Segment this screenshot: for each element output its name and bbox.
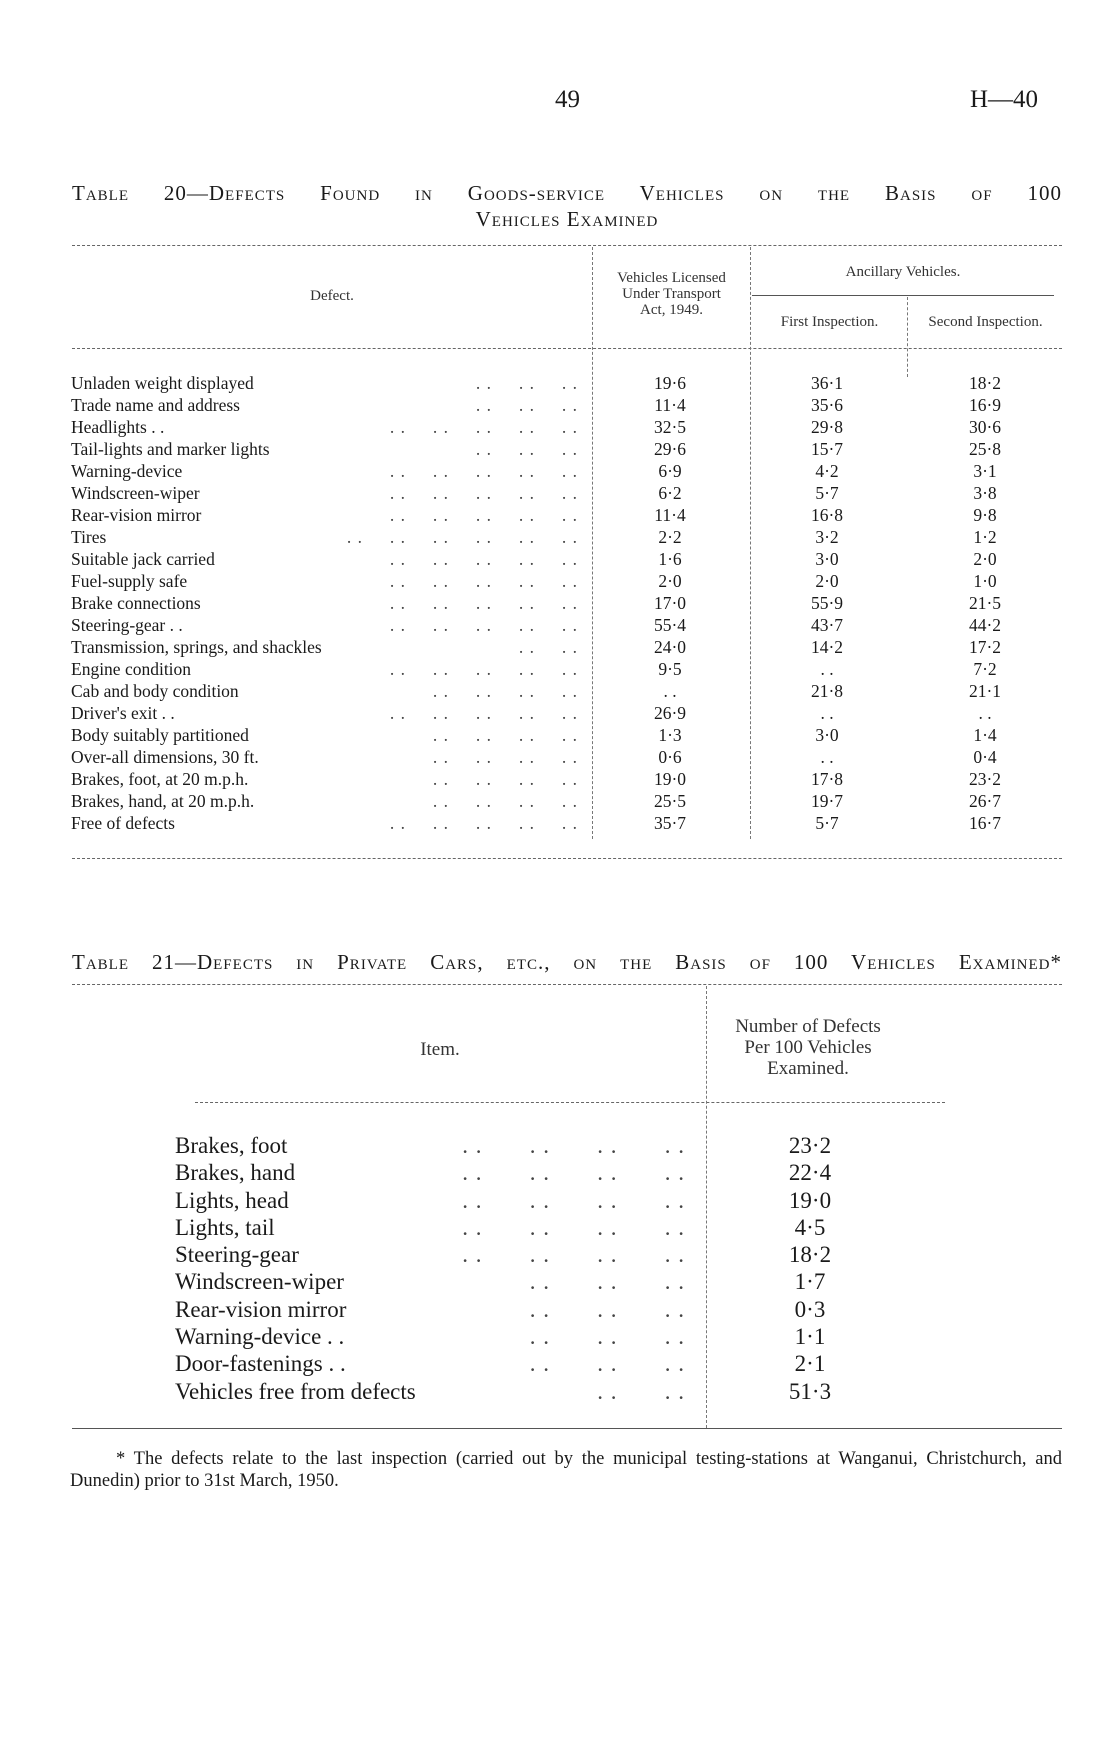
first-inspection-value: 35·6 (810, 395, 844, 415)
table20-caption-line1: Table 20—Defects Found in Goods-service Vehicles on the Basis of 100 (72, 181, 1062, 205)
leader-dots: . . . . . . (529, 1269, 685, 1295)
leader-dots: . . . . . . . . (432, 747, 578, 767)
defects-value: 18·2 (788, 1242, 832, 1268)
table-row (0, 460, 1114, 482)
table-row (0, 1323, 1114, 1350)
leader-dots: . . . . . . . . (462, 1214, 685, 1240)
leader-dots: . . . . . . . . . . (389, 813, 578, 833)
table20-header-second-inspection: Second Inspection. (928, 314, 1043, 330)
second-inspection-value: 1·4 (973, 725, 997, 745)
defect-cell: Fuel-supply safe (71, 571, 188, 591)
leader-dots: . . . . . . . . (432, 791, 578, 811)
table-row (0, 768, 1114, 790)
table20-header-licensed-line3: Act, 1949. (640, 302, 703, 318)
licensed-value: 6·9 (658, 461, 682, 481)
leader-dots: . . . . . . . . . . (389, 417, 578, 437)
table-row (0, 1350, 1114, 1377)
licensed-value: 24·0 (653, 637, 687, 657)
table-row (0, 812, 1114, 834)
defect-cell: Over-all dimensions, 30 ft. (71, 747, 259, 767)
first-inspection-value: 15·7 (810, 439, 844, 459)
second-inspection-value: 16·7 (968, 813, 1002, 833)
defects-value: 19·0 (788, 1187, 832, 1213)
table-row (0, 1241, 1114, 1268)
second-inspection-value: . . (978, 703, 992, 723)
table20-header-first-inspection: First Inspection. (780, 314, 879, 330)
table-row (0, 1296, 1114, 1323)
table-row (0, 394, 1114, 416)
licensed-value: 19·6 (653, 373, 687, 393)
item-cell: Steering-gear (175, 1242, 299, 1268)
defects-value: 51·3 (788, 1378, 832, 1404)
table21-header-number (708, 1016, 908, 1079)
defect-cell: Unladen weight displayed (71, 373, 254, 393)
first-inspection-value: 5·7 (815, 483, 839, 503)
licensed-value: 11·4 (654, 505, 686, 525)
item-cell: Brakes, foot (175, 1133, 288, 1158)
first-inspection-value: 14·2 (810, 637, 844, 657)
first-inspection-value: 21·8 (810, 681, 844, 701)
table-row (0, 504, 1114, 526)
leader-dots: . . . . . . . . . . (389, 483, 578, 503)
item-cell: Brakes, hand (175, 1160, 296, 1186)
defect-cell: Driver's exit . . (71, 703, 175, 723)
second-inspection-value: 18·2 (968, 373, 1002, 393)
licensed-value: 0·6 (658, 747, 682, 767)
first-inspection-value: . . (820, 703, 834, 723)
defect-cell: Rear-vision mirror (71, 505, 202, 525)
licensed-value: 26·9 (653, 703, 687, 723)
table-row (0, 1378, 1114, 1405)
table21-header-number-line2: Per 100 Vehicles (744, 1037, 872, 1058)
licensed-value: . . (663, 681, 677, 701)
leader-dots: . . . . . . . . . . (389, 703, 578, 723)
table21-caption: Table 21—Defects in Private Cars, etc., on the Basis of 100 Vehicles Examined* (72, 950, 1062, 974)
defect-cell: Brakes, foot, at 20 m.p.h. (71, 769, 249, 789)
second-inspection-value: 23·2 (968, 769, 1002, 789)
second-inspection-value: 26·7 (968, 791, 1002, 811)
second-inspection-value: 2·0 (973, 549, 997, 569)
second-inspection-value: 17·2 (968, 637, 1002, 657)
table-row (0, 372, 1114, 394)
first-inspection-value: 3·0 (815, 549, 839, 569)
table-row (0, 680, 1114, 702)
table20-header-licensed (594, 270, 749, 318)
defect-cell: Steering-gear . . (71, 615, 183, 635)
defect-cell: Windscreen-wiper (71, 483, 200, 503)
second-inspection-value: 44·2 (968, 615, 1002, 635)
defects-value: 23·2 (788, 1133, 832, 1158)
defects-value: 1·7 (794, 1269, 826, 1295)
table-row (0, 570, 1114, 592)
second-inspection-value: 30·6 (968, 417, 1002, 437)
second-inspection-value: 3·8 (973, 483, 997, 503)
first-inspection-value: 43·7 (810, 615, 844, 635)
licensed-value: 11·4 (654, 395, 686, 415)
leader-dots: . . . . . . . . . . (389, 659, 578, 679)
defects-value: 2·1 (794, 1351, 826, 1377)
leader-dots: . . . . (597, 1378, 685, 1404)
defect-cell: Headlights . . (71, 417, 165, 437)
leader-dots: . . . . . . (475, 439, 578, 459)
licensed-value: 1·3 (658, 725, 682, 745)
licensed-value: 6·2 (658, 483, 682, 503)
second-inspection-value: 16·9 (968, 395, 1002, 415)
defect-cell: Tail-lights and marker lights (71, 439, 270, 459)
item-cell: Lights, tail (175, 1214, 275, 1240)
defect-cell: Suitable jack carried (71, 549, 215, 569)
leader-dots: . . . . . . . . (462, 1242, 685, 1268)
first-inspection-value: 2·0 (815, 571, 839, 591)
item-cell: Lights, head (175, 1187, 289, 1213)
second-inspection-value: 1·2 (973, 527, 997, 547)
defect-cell: Cab and body condition (71, 681, 239, 701)
first-inspection-value: 3·2 (815, 527, 839, 547)
second-inspection-value: 21·1 (968, 681, 1002, 701)
second-inspection-value: 9·8 (973, 505, 997, 525)
licensed-value: 29·6 (653, 439, 687, 459)
table-row (0, 614, 1114, 636)
leader-dots: . . . . . . . . . . (389, 461, 578, 481)
defect-cell: Body suitably partitioned (71, 725, 249, 745)
first-inspection-value: 4·2 (815, 461, 839, 481)
page-number: 49 (555, 86, 580, 113)
table20-divider-3 (907, 297, 908, 377)
leader-dots: . . . . . . (529, 1351, 685, 1377)
licensed-value: 9·5 (658, 659, 682, 679)
licensed-value: 55·4 (653, 615, 687, 635)
table-row (0, 1132, 1114, 1159)
table21-bottom-rule (72, 1428, 1062, 1429)
leader-dots: . . . . . . (465, 373, 578, 393)
second-inspection-value: 3·1 (973, 461, 997, 481)
table20-top-rule (72, 245, 1062, 246)
defect-cell: Brake connections (71, 593, 201, 613)
leader-dots: . . . . . . (465, 395, 578, 415)
first-inspection-value: 55·9 (810, 593, 844, 613)
table-row (0, 548, 1114, 570)
table20-caption-line2: Vehicles Examined (475, 207, 659, 231)
first-inspection-value: 17·8 (810, 769, 844, 789)
table-row (0, 636, 1114, 658)
defect-cell: Free of defects (71, 813, 175, 833)
table20-bottom-rule (72, 858, 1062, 859)
table20-caption (72, 180, 1062, 232)
first-inspection-value: 36·1 (810, 373, 844, 393)
table-row (0, 1187, 1114, 1214)
table21-header-item: Item. (420, 1039, 460, 1060)
leader-dots: . . . . (518, 637, 578, 657)
leader-dots: . . . . . . . . (432, 725, 578, 745)
licensed-value: 17·0 (653, 593, 687, 613)
leader-dots: . . . . . . . . . . (389, 593, 578, 613)
table21-header-number-line1: Number of Defects (735, 1016, 881, 1037)
table-row (0, 592, 1114, 614)
table20-header-rule (72, 348, 1062, 349)
leader-dots: . . . . . . . . (462, 1187, 685, 1213)
table20-header-defect: Defect. (310, 288, 354, 304)
leader-dots: . . . . . . . . (462, 1133, 685, 1158)
table20-body (0, 372, 1114, 834)
table21-body (0, 1132, 1114, 1405)
leader-dots: . . . . . . (529, 1324, 685, 1350)
licensed-value: 35·7 (653, 813, 687, 833)
table21-header-rule (195, 1102, 945, 1103)
licensed-value: 1·6 (658, 549, 682, 569)
table-row (0, 526, 1114, 548)
defects-value: 4·5 (794, 1214, 826, 1240)
second-inspection-value: 0·4 (973, 747, 997, 767)
defect-cell: Transmission, springs, and shackles (71, 637, 322, 657)
item-cell: Vehicles free from defects (175, 1378, 416, 1404)
defect-cell: Engine condition (71, 659, 192, 679)
table-row (0, 658, 1114, 680)
licensed-value: 2·0 (658, 571, 682, 591)
second-inspection-value: 7·2 (973, 659, 997, 679)
first-inspection-value: 19·7 (810, 791, 844, 811)
licensed-value: 2·2 (658, 527, 682, 547)
table-row (0, 482, 1114, 504)
leader-dots: . . . . . . . . (432, 769, 578, 789)
second-inspection-value: 25·8 (968, 439, 1002, 459)
item-cell: Door-fastenings . . (175, 1351, 346, 1377)
leader-dots: . . . . . . . . . . (389, 615, 578, 635)
defect-cell: Tires (71, 527, 107, 547)
table-row (0, 790, 1114, 812)
table-row (0, 1159, 1114, 1186)
leader-dots: . . . . . . . . . . . . (346, 527, 578, 547)
defects-value: 1·1 (794, 1324, 826, 1350)
table-row (0, 702, 1114, 724)
leader-dots: . . . . . . . . . . (389, 505, 578, 525)
table21-header-number-line3: Examined. (767, 1058, 849, 1079)
licensed-value: 19·0 (653, 769, 687, 789)
leader-dots: . . . . . . . . . . (389, 571, 578, 591)
item-cell: Windscreen-wiper (175, 1269, 344, 1295)
leader-dots: . . . . . . . . (432, 681, 578, 701)
defect-cell: Trade name and address (71, 395, 240, 415)
leader-dots: . . . . . . . . (462, 1160, 685, 1186)
first-inspection-value: 5·7 (815, 813, 839, 833)
defect-cell: Warning-device (71, 461, 183, 481)
defect-cell: Brakes, hand, at 20 m.p.h. (71, 791, 255, 811)
licensed-value: 25·5 (653, 791, 687, 811)
table-row (0, 438, 1114, 460)
table-row (0, 416, 1114, 438)
page-reference: H—40 (970, 86, 1039, 113)
item-cell: Warning-device . . (175, 1324, 345, 1350)
first-inspection-value: 3·0 (815, 725, 839, 745)
first-inspection-value: 29·8 (810, 417, 844, 437)
leader-dots: . . . . . . . . . . (389, 549, 578, 569)
table-row (0, 746, 1114, 768)
defects-value: 0·3 (794, 1296, 826, 1322)
defects-value: 22·4 (788, 1160, 832, 1186)
first-inspection-value: . . (820, 747, 834, 767)
table20-header-licensed-line2: Under Transport (622, 286, 721, 302)
table21-top-rule (72, 984, 1062, 985)
table-row (0, 1214, 1114, 1241)
item-cell: Rear-vision mirror (175, 1296, 347, 1322)
table20-header-licensed-line1: Vehicles Licensed (617, 270, 726, 286)
table-row (0, 1268, 1114, 1295)
table-row (0, 724, 1114, 746)
leader-dots: . . . . . . (529, 1296, 685, 1322)
table21-footnote: * The defects relate to the last inspection (carried out by the municipal testing-stations at Wanganui, Christchurch, and Dunedin) prior to 31st March, 1950. (70, 1449, 1062, 1491)
first-inspection-value: . . (820, 659, 834, 679)
first-inspection-value: 16·8 (810, 505, 844, 525)
licensed-value: 32·5 (653, 417, 687, 437)
table20-header-ancillary: Ancillary Vehicles. (845, 264, 961, 280)
second-inspection-value: 21·5 (968, 593, 1002, 613)
second-inspection-value: 1·0 (973, 571, 997, 591)
table20-ancillary-rule (752, 295, 1054, 296)
